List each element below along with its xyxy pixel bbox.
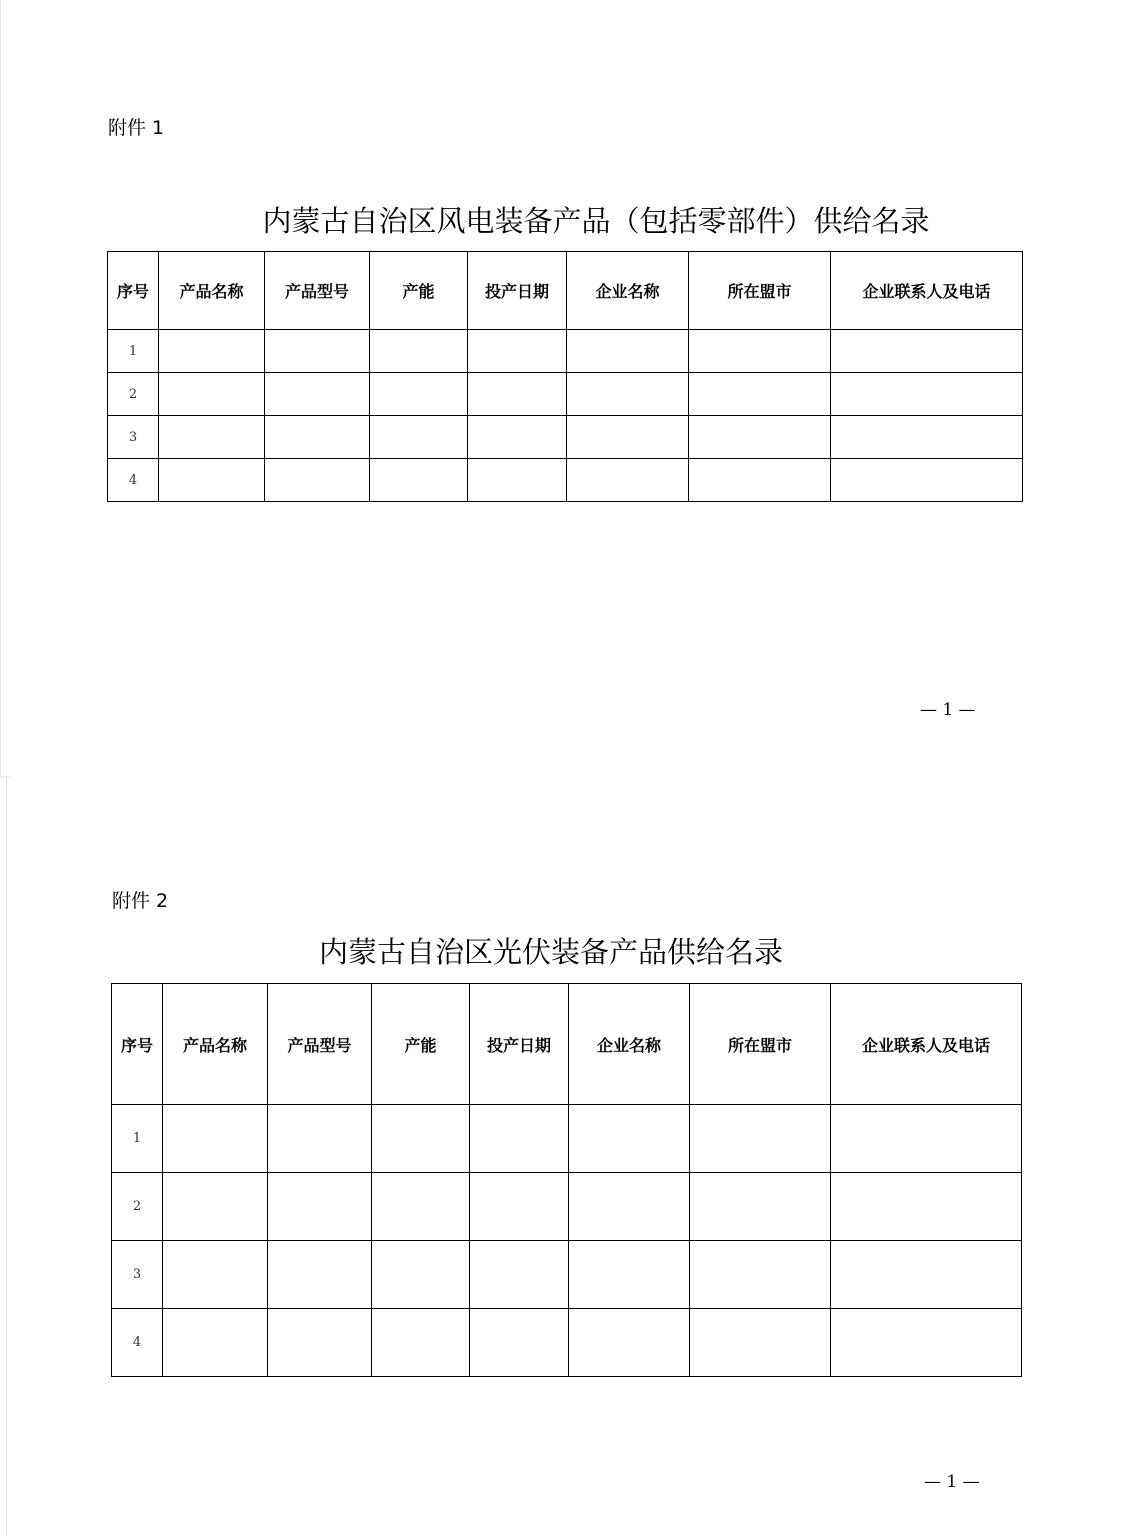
table-cell <box>567 373 689 416</box>
table-cell <box>831 416 1023 459</box>
table-cell <box>569 1309 690 1377</box>
header-cell-company-name: 企业名称 <box>569 984 690 1105</box>
header-cell-product-model: 产品型号 <box>265 252 370 330</box>
table-cell <box>567 330 689 373</box>
table-cell <box>372 1309 470 1377</box>
table-cell <box>567 416 689 459</box>
table-cell <box>689 416 831 459</box>
row-index: 1 <box>112 1105 163 1173</box>
table-cell <box>569 1173 690 1241</box>
header-cell-league-city: 所在盟市 <box>690 984 831 1105</box>
header-cell-league-city: 所在盟市 <box>689 252 831 330</box>
table-cell <box>689 330 831 373</box>
header-cell-start-date: 投产日期 <box>468 252 567 330</box>
table-row <box>112 1309 1022 1377</box>
table-row <box>112 1105 1022 1173</box>
table-cell <box>370 459 468 502</box>
row-index: 3 <box>108 416 159 459</box>
table-cell <box>370 416 468 459</box>
page-number: — 1 — <box>924 1472 980 1492</box>
table-cell <box>831 459 1023 502</box>
table-cell <box>569 1241 690 1309</box>
table-cell <box>831 373 1023 416</box>
page-title: 内蒙古自治区风电装备产品（包括零部件）供给名录 <box>262 204 930 238</box>
header-cell-product-model: 产品型号 <box>268 984 372 1105</box>
table-cell <box>831 1173 1022 1241</box>
table-row <box>108 373 1023 416</box>
table-cell <box>690 1241 831 1309</box>
table-cell <box>159 330 265 373</box>
table-cell <box>159 416 265 459</box>
table-cell <box>831 1241 1022 1309</box>
page-edge <box>0 0 1 778</box>
header-cell-contact: 企业联系人及电话 <box>831 252 1023 330</box>
table-cell <box>567 459 689 502</box>
table-cell <box>268 1105 372 1173</box>
page-edge <box>6 778 7 1536</box>
table-row <box>108 416 1023 459</box>
supply-list-table <box>111 983 1022 1377</box>
row-index: 1 <box>108 330 159 373</box>
table-cell <box>265 330 370 373</box>
row-index: 2 <box>108 373 159 416</box>
table-cell <box>159 373 265 416</box>
header-cell-start-date: 投产日期 <box>470 984 569 1105</box>
table-cell <box>268 1241 372 1309</box>
table-cell <box>265 373 370 416</box>
table-row <box>108 459 1023 502</box>
table-cell <box>831 330 1023 373</box>
table-cell <box>370 373 468 416</box>
table-cell <box>690 1105 831 1173</box>
table-cell <box>470 1105 569 1173</box>
table-cell <box>265 459 370 502</box>
table-cell <box>689 373 831 416</box>
table-cell <box>370 330 468 373</box>
table-cell <box>468 330 567 373</box>
table-cell <box>831 1309 1022 1377</box>
table-cell <box>372 1241 470 1309</box>
header-cell-product-name: 产品名称 <box>163 984 268 1105</box>
document-page-2 <box>0 778 1131 1536</box>
table-cell <box>831 1105 1022 1173</box>
table-cell <box>470 1309 569 1377</box>
page-title: 内蒙古自治区光伏装备产品供给名录 <box>318 935 783 969</box>
row-index: 2 <box>112 1173 163 1241</box>
table-cell <box>468 416 567 459</box>
header-cell-capacity: 产能 <box>372 984 470 1105</box>
attachment-label: 附件 2 <box>112 890 169 912</box>
table-cell <box>265 416 370 459</box>
header-cell-contact: 企业联系人及电话 <box>831 984 1022 1105</box>
table-row <box>112 1173 1022 1241</box>
header-cell-company-name: 企业名称 <box>567 252 689 330</box>
header-cell-index: 序号 <box>112 984 163 1105</box>
table-row <box>108 330 1023 373</box>
table-row <box>112 1241 1022 1309</box>
attachment-label: 附件 1 <box>108 117 165 139</box>
table-cell <box>159 459 265 502</box>
table-cell <box>163 1241 268 1309</box>
table-cell <box>470 1241 569 1309</box>
row-index: 4 <box>112 1309 163 1377</box>
header-cell-product-name: 产品名称 <box>159 252 265 330</box>
header-cell-capacity: 产能 <box>370 252 468 330</box>
table-cell <box>372 1105 470 1173</box>
table-cell <box>569 1105 690 1173</box>
table-cell <box>372 1173 470 1241</box>
row-index: 3 <box>112 1241 163 1309</box>
table-cell <box>163 1105 268 1173</box>
table-header-row <box>108 252 1023 330</box>
header-cell-index: 序号 <box>108 252 159 330</box>
table-cell <box>689 459 831 502</box>
table-cell <box>268 1173 372 1241</box>
table-cell <box>690 1309 831 1377</box>
table-cell <box>690 1173 831 1241</box>
table-cell <box>163 1173 268 1241</box>
table-cell <box>268 1309 372 1377</box>
table-cell <box>468 459 567 502</box>
table-cell <box>470 1173 569 1241</box>
table-cell <box>163 1309 268 1377</box>
table-cell <box>468 373 567 416</box>
table-header-row <box>112 984 1022 1105</box>
supply-list-table <box>107 251 1023 502</box>
row-index: 4 <box>108 459 159 502</box>
page-number: — 1 — <box>920 700 976 720</box>
